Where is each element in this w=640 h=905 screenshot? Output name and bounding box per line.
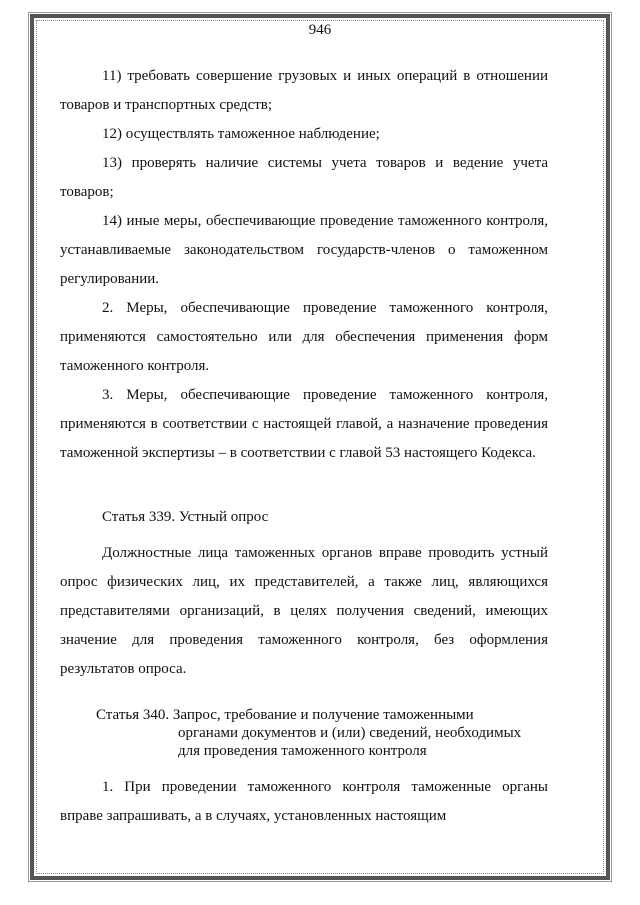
article-339-body — [60, 539, 548, 684]
article-340-body — [60, 773, 548, 831]
page-number: 946 — [308, 22, 332, 38]
article-heading: Статья 339. Устный опрос — [102, 509, 269, 525]
article-body-paragraph: Должностные лица таможенных органов вправе проводить устный опрос физических лиц, их представителей, а также лиц, являющихся представителями организаций, в целях получения сведений, имеющих значение для проведения таможенного контроля, без оформления результатов опроса. — [60, 545, 548, 677]
article-339-heading — [60, 503, 548, 532]
paragraph-item-11: 11) требовать совершение грузовых и иных операций в отношении товаров и транспортных средств; — [60, 68, 548, 113]
article-heading-line — [96, 706, 521, 724]
paragraph-item-13: 13) проверять наличие системы учета товаров и ведение учета товаров; — [60, 155, 548, 200]
paragraph-clause-2: 2. Меры, обеспечивающие проведение таможенного контроля, применяются самостоятельно или для обеспечения применения форм таможенного контроля. — [60, 300, 548, 374]
article-number: Статья 340. — [96, 707, 173, 723]
article-338-continuation — [60, 62, 548, 468]
article-340-heading — [96, 706, 521, 760]
article-body-paragraph: 1. При проведении таможенного контроля таможенные органы вправе запрашивать, а в случаях, установленных настоящим — [60, 779, 548, 824]
paragraph-item-14: 14) иные меры, обеспечивающие проведение таможенного контроля, устанавливаемые законодательством государств-членов о таможенном регулировании. — [60, 213, 548, 287]
paragraph-clause-3: 3. Меры, обеспечивающие проведение таможенного контроля, применяются в соответствии с настоящей главой, а назначение проведения таможенной экспертизы – в соответствии с главой 53 настоящего Кодекса. — [60, 387, 548, 461]
article-title-line-2: органами документов и (или) сведений, необходимых — [178, 725, 522, 741]
article-title-line-3: для проведения таможенного контроля — [178, 743, 427, 759]
article-title-line-1: Запрос, требование и получение таможенными — [172, 707, 474, 723]
paragraph-item-12: 12) осуществлять таможенное наблюдение; — [102, 126, 380, 142]
